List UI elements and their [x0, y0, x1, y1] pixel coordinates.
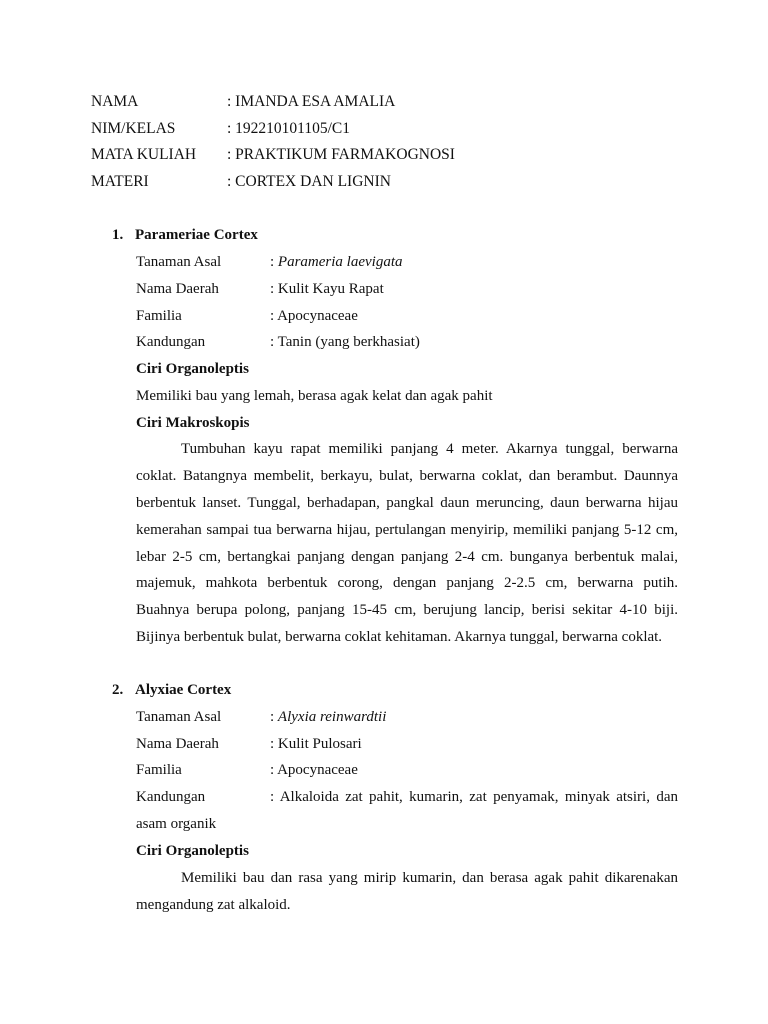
subheading-organoleptis: Ciri Organoleptis	[136, 361, 249, 377]
section-number: 2.	[112, 682, 124, 698]
field-value: : Alkaloida zat pahit, kumarin, zat penyamak, minyak atsiri, dan	[270, 789, 678, 805]
field-value	[270, 254, 403, 271]
paragraph-line: coklat. Batangnya membelit, berkayu, bulat, berwarna coklat, dan berambut. Daunnya	[136, 467, 678, 484]
paragraph-line: lebar 2-5 cm, bertangkai panjang dengan panjang 2-4 cm. bunganya berbentuk malai,	[136, 548, 678, 565]
section-title-text: Alyxiae Cortex	[135, 682, 232, 698]
header-value: : IMANDA ESA AMALIA	[227, 93, 396, 110]
section-title-text: Parameriae Cortex	[135, 227, 258, 243]
field-value: : Apocynaceae	[270, 308, 358, 324]
header-label: NAMA	[91, 93, 139, 110]
field-kandungan	[136, 784, 678, 838]
paragraph-line: Memiliki bau dan rasa yang mirip kumarin, dan berasa agak pahit dikarenakan	[181, 870, 678, 886]
field-value: : Apocynaceae	[270, 762, 358, 778]
species-name: Parameria laevigata	[277, 254, 403, 270]
field-value: : Kulit Kayu Rapat	[270, 281, 384, 297]
header-value: : PRAKTIKUM FARMAKOGNOSI	[227, 146, 455, 163]
field-value: : Kulit Pulosari	[270, 736, 362, 752]
header-value: : CORTEX DAN LIGNIN	[227, 173, 391, 190]
paragraph-line: Tumbuhan kayu rapat memiliki panjang 4 meter. Akarnya tunggal, berwarna	[181, 441, 678, 457]
paragraph-line: Buahnya berupa polong, panjang 15-45 cm, berujung lancip, berisi sekitar 4-10 biji.	[136, 602, 678, 619]
field-label: Kandungan	[136, 789, 206, 805]
field-label: Tanaman Asal	[136, 709, 222, 725]
paragraph-line: kemerahan sampai tua berwarna hijau, pertulangan menyirip, memiliki panjang 5-12 cm,	[136, 521, 678, 538]
field-label: Familia	[136, 762, 182, 778]
subheading-makroskopis: Ciri Makroskopis	[136, 415, 250, 431]
field-separator: :	[270, 709, 278, 725]
header-label: NIM/KELAS	[91, 120, 176, 137]
kandungan-line-continued: asam organik	[136, 816, 217, 832]
paragraph-line: berbentuk lanset. Tunggal, berhadapan, pangkal daun meruncing, daun berwarna hijau	[136, 494, 678, 511]
field-label: Familia	[136, 308, 182, 324]
field-label: Tanaman Asal	[136, 254, 222, 270]
section-title	[112, 682, 231, 699]
species-name: Alyxia reinwardtii	[277, 709, 387, 725]
paragraph-line: Bijinya berbentuk bulat, berwarna coklat kehitaman. Akarnya tunggal, berwarna coklat.	[136, 629, 663, 646]
paragraph-line: mengandung zat alkaloid.	[136, 896, 291, 913]
header-label: MATERI	[91, 173, 149, 190]
section-title	[112, 227, 258, 244]
field-label: Nama Daerah	[136, 736, 219, 752]
field-separator: :	[270, 254, 278, 270]
makroskopis-paragraph	[136, 436, 678, 651]
organoleptis-text: Memiliki bau yang lemah, berasa agak kelat dan agak pahit	[136, 388, 493, 404]
section-number: 1.	[112, 227, 124, 243]
field-value: : Tanin (yang berkhasiat)	[270, 334, 420, 350]
field-label: Nama Daerah	[136, 281, 219, 297]
field-label: Kandungan	[136, 334, 206, 350]
field-value	[270, 709, 386, 726]
subheading-organoleptis: Ciri Organoleptis	[136, 843, 249, 859]
kandungan-line	[136, 784, 678, 811]
paragraph-line: majemuk, mahkota berbentuk corong, dengan panjang 2-2.5 cm, berwarna putih.	[136, 575, 678, 592]
header-value: : 192210101105/C1	[227, 120, 351, 137]
header-label: MATA KULIAH	[91, 146, 197, 163]
organoleptis-paragraph	[136, 865, 678, 919]
